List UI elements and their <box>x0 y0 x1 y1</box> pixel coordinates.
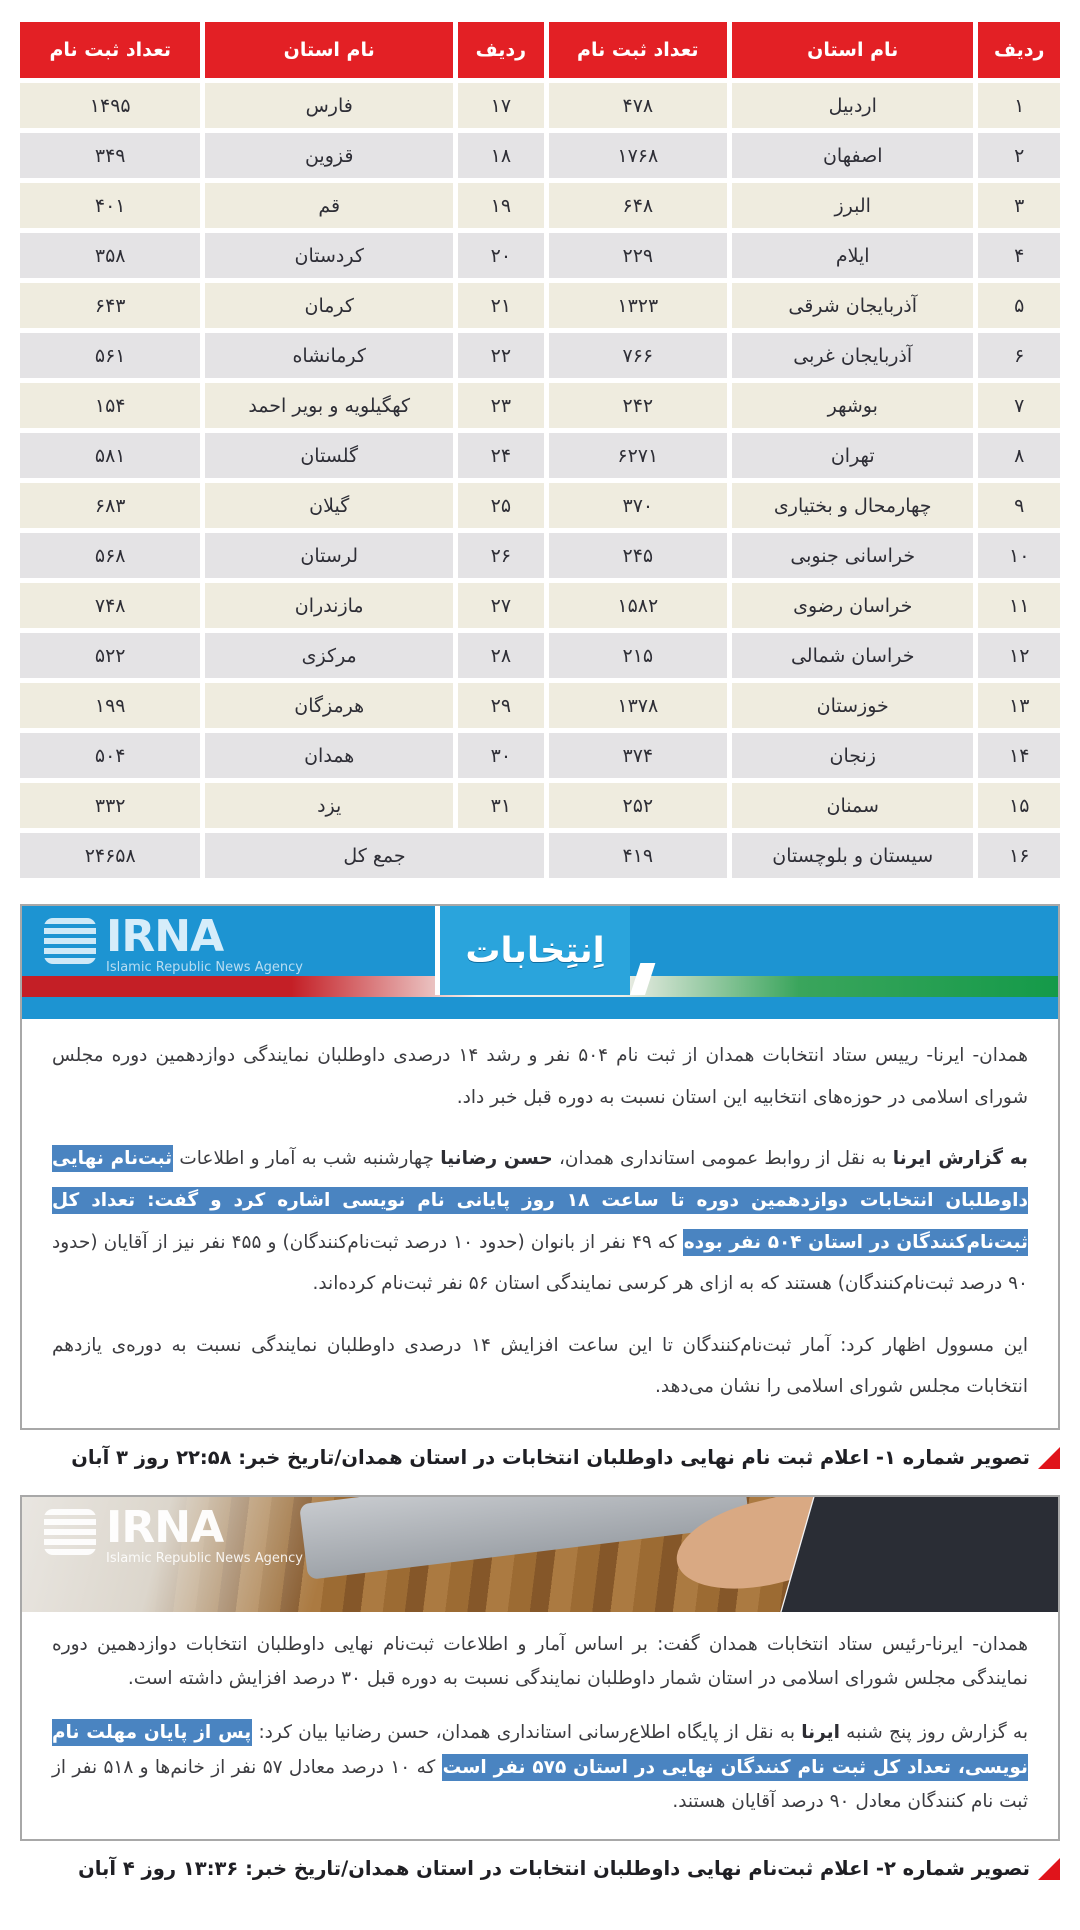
irna-subtitle: Islamic Republic News Agency <box>106 960 303 976</box>
table-cell-rank-left: ۱۹ <box>458 183 544 228</box>
bold-person-name: حسن رضانیا <box>440 1148 553 1170</box>
highlighted-text-2: پس از پایان مهلت نام نویسی، تعداد کل ثبت نام کنندگان نهایی در استان ۵۷۵ نفر است <box>52 1719 1028 1780</box>
table-cell-rank-right: ۱۱ <box>978 583 1060 628</box>
table-cell-province-left: قزوین <box>205 133 453 178</box>
bold-irna-report: به گزارش ایرنا <box>892 1148 1028 1170</box>
table-cell-rank-left: ۱۷ <box>458 83 544 128</box>
ballot-box-graphic <box>435 906 630 995</box>
irna-wordmark: IRNA <box>106 911 224 962</box>
table-cell-rank-left: ۲۳ <box>458 383 544 428</box>
table-cell-total-label: جمع کل <box>205 833 543 878</box>
table-cell-province-right: خراسان شمالی <box>732 633 974 678</box>
article-1-text <box>22 1019 1058 1428</box>
table-cell-count-left: ۵۰۴ <box>20 733 200 778</box>
bold-irna: ایرنا <box>801 1722 840 1744</box>
table-cell-rank-right: ۱۴ <box>978 733 1060 778</box>
table-cell-count-left: ۳۵۸ <box>20 233 200 278</box>
table-cell-rank-left: ۲۲ <box>458 333 544 378</box>
table-cell-province-right: سیستان و بلوچستان <box>732 833 974 878</box>
article-1-paragraph-2: به گزارش ایرنا به نقل از روابط عمومی استانداری همدان، حسن رضانیا چهارشنبه شب به آمار و اطلاعات ثبت‌نام نهایی داوطلبان انتخابات دوازدهمین دوره تا ساعت ۱۸ روز پایانی نام نویسی اشاره کرد و گفت: تعداد کل ثبت‌نام‌کنندگان در استان ۵۰۴ نفر بوده که ۴۹ نفر از بانوان (حدود ۱۰ درصد ثبت‌نام‌کنندگان) و ۴۵۵ نفر نیز از آقایان (حدود ۹۰ درصد ثبت‌نام‌کنندگان) هستند که به ازای هر کرسی نمایندگی استان ۵۶ نفر ثبت‌نام کرده‌اند. <box>52 1138 1028 1305</box>
province-table-grid <box>20 22 1060 878</box>
table-cell-rank-right: ۸ <box>978 433 1060 478</box>
red-flag-icon <box>1038 1447 1060 1469</box>
table-header-count-left: تعداد ثبت نام <box>20 22 200 78</box>
table-cell-province-left: کردستان <box>205 233 453 278</box>
caption-2-text: تصویر شماره ۲- اعلام ثبت‌نام نهایی داوطلبان انتخابات در استان همدان/تاریخ خبر: ۱۳:۳۶ روز ۴ آبان <box>78 1857 1030 1881</box>
table-cell-rank-right: ۱۰ <box>978 533 1060 578</box>
article-2-paragraph-1: همدان- ایرنا-رئیس ستاد انتخابات همدان گفت: بر اساس آمار و اطلاعات ثبت‌نام نهایی داوطلبان انتخابات دوازدهمین دوره نمایندگی مجلس شورای اسلامی در استان شمار داوطلبان نمایندگی نسبت به دوره قبل ۳۰ درصد افزایش داشته است. <box>52 1634 1028 1690</box>
table-cell-province-left: قم <box>205 183 453 228</box>
province-table <box>20 22 1060 878</box>
irna-logo <box>44 911 303 976</box>
table-cell-count-right: ۳۷۰ <box>549 483 727 528</box>
table-cell-rank-right: ۷ <box>978 383 1060 428</box>
table-cell-count-left: ۳۳۲ <box>20 783 200 828</box>
table-cell-rank-left: ۲۹ <box>458 683 544 728</box>
table-cell-count-left: ۶۴۳ <box>20 283 200 328</box>
table-cell-rank-right: ۱۲ <box>978 633 1060 678</box>
table-cell-count-right: ۲۲۹ <box>549 233 727 278</box>
table-cell-rank-right: ۱ <box>978 83 1060 128</box>
caption-2 <box>20 1857 1060 1880</box>
irna-wordmark: IRNA <box>106 1502 224 1553</box>
table-cell-province-right: خراسانی جنوبی <box>732 533 974 578</box>
table-cell-count-right: ۱۵۸۲ <box>549 583 727 628</box>
table-cell-count-left: ۵۶۸ <box>20 533 200 578</box>
table-cell-rank-right: ۱۳ <box>978 683 1060 728</box>
table-cell-count-right: ۷۶۶ <box>549 333 727 378</box>
table-cell-count-left: ۲۴۶۵۸ <box>20 833 200 878</box>
table-cell-rank-right: ۴ <box>978 233 1060 278</box>
table-cell-count-right: ۶۲۷۱ <box>549 433 727 478</box>
table-cell-count-left: ۱۴۹۵ <box>20 83 200 128</box>
table-cell-province-left: کرمانشاه <box>205 333 453 378</box>
table-cell-count-left: ۱۹۹ <box>20 683 200 728</box>
table-cell-count-right: ۳۷۴ <box>549 733 727 778</box>
table-cell-province-left: فارس <box>205 83 453 128</box>
table-cell-count-left: ۵۲۲ <box>20 633 200 678</box>
table-cell-province-right: آذربایجان غربی <box>732 333 974 378</box>
table-cell-rank-left: ۲۴ <box>458 433 544 478</box>
table-cell-count-right: ۲۴۲ <box>549 383 727 428</box>
table-cell-count-left: ۳۴۹ <box>20 133 200 178</box>
irna-globe-icon <box>44 918 96 964</box>
table-cell-province-right: اصفهان <box>732 133 974 178</box>
table-cell-count-right: ۶۴۸ <box>549 183 727 228</box>
table-cell-rank-left: ۲۰ <box>458 233 544 278</box>
article-2-paragraph-2: به گزارش روز پنج شنبه ایرنا به نقل از پایگاه اطلاع‌رسانی استانداری همدان، حسن رضانیا بیان کرد: پس از پایان مهلت نام نویسی، تعداد کل ثبت نام کنندگان نهایی در استان ۵۷۵ نفر است که ۱۰ درصد معادل ۵۷ نفر از خانم‌ها و ۵۱۸ نفر از ثبت نام کنندگان معادل ۹۰ درصد آقایان هستند. <box>52 1716 1028 1819</box>
table-cell-count-right: ۴۷۸ <box>549 83 727 128</box>
article-2-text <box>22 1612 1058 1839</box>
table-cell-count-right: ۲۵۲ <box>549 783 727 828</box>
suit-graphic <box>775 1497 1058 1612</box>
highlighted-text-1: ثبت‌نام نهایی داوطلبان انتخابات دوازدهمین دوره تا ساعت ۱۸ روز پایانی نام نویسی اشاره کرد و گفت: تعداد کل ثبت‌نام‌کنندگان در استان ۵۰۴ نفر بوده <box>52 1145 1028 1255</box>
table-header-rank-right: ردیف <box>978 22 1060 78</box>
red-flag-icon <box>1038 1858 1060 1880</box>
table-cell-province-right: آذربایجان شرقی <box>732 283 974 328</box>
table-cell-count-left: ۱۵۴ <box>20 383 200 428</box>
table-cell-count-right: ۴۱۹ <box>549 833 727 878</box>
irna-globe-icon <box>44 1509 96 1555</box>
table-cell-rank-left: ۲۵ <box>458 483 544 528</box>
article-1-paragraph-3: این مسوول اظهار کرد: آمار ثبت‌نام‌کنندگان تا این ساعت افزایش ۱۴ درصدی داوطلبان نمایندگی نسبت به دوره‌ی یازدهم انتخابات مجلس شورای اسلامی را نشان می‌دهد. <box>52 1334 1028 1398</box>
table-header-province-left: نام استان <box>205 22 453 78</box>
article-2-box <box>20 1495 1060 1841</box>
table-cell-rank-left: ۲۶ <box>458 533 544 578</box>
article-1-paragraph-1: همدان- ایرنا- رییس ستاد انتخابات همدان از ثبت نام ۵۰۴ نفر و رشد ۱۴ درصدی داوطلبان نمایندگی دوازدهمین دوره مجلس شورای اسلامی در حوزه‌های انتخابیه این استان نسبت به دوره قبل خبر داد. <box>52 1045 1029 1108</box>
table-cell-rank-right: ۵ <box>978 283 1060 328</box>
table-cell-rank-right: ۶ <box>978 333 1060 378</box>
table-cell-province-left: لرستان <box>205 533 453 578</box>
table-cell-rank-left: ۲۱ <box>458 283 544 328</box>
table-cell-province-right: بوشهر <box>732 383 974 428</box>
irna-subtitle: Islamic Republic News Agency <box>106 1551 303 1567</box>
table-cell-rank-left: ۳۰ <box>458 733 544 778</box>
table-cell-count-right: ۲۴۵ <box>549 533 727 578</box>
table-cell-province-right: سمنان <box>732 783 974 828</box>
table-header-count-right: تعداد ثبت نام <box>549 22 727 78</box>
table-cell-count-right: ۱۳۲۳ <box>549 283 727 328</box>
table-cell-count-right: ۱۳۷۸ <box>549 683 727 728</box>
table-cell-province-left: کهگیلویه و بویر احمد <box>205 383 453 428</box>
table-cell-rank-left: ۲۸ <box>458 633 544 678</box>
table-cell-province-right: اردبیل <box>732 83 974 128</box>
table-cell-count-left: ۷۴۸ <box>20 583 200 628</box>
table-cell-count-left: ۶۸۳ <box>20 483 200 528</box>
table-cell-rank-left: ۳۱ <box>458 783 544 828</box>
table-cell-count-right: ۱۷۶۸ <box>549 133 727 178</box>
table-cell-province-left: یزد <box>205 783 453 828</box>
table-header-province-right: نام استان <box>732 22 974 78</box>
table-cell-province-left: هرمزگان <box>205 683 453 728</box>
table-cell-province-left: همدان <box>205 733 453 778</box>
table-cell-province-left: مازندران <box>205 583 453 628</box>
table-cell-province-left: گلستان <box>205 433 453 478</box>
table-cell-province-right: ایلام <box>732 233 974 278</box>
table-cell-province-right: البرز <box>732 183 974 228</box>
table-cell-rank-right: ۱۶ <box>978 833 1060 878</box>
table-cell-province-right: خراسان رضوی <box>732 583 974 628</box>
table-cell-province-right: زنجان <box>732 733 974 778</box>
table-cell-province-left: مرکزی <box>205 633 453 678</box>
table-cell-count-left: ۵۶۱ <box>20 333 200 378</box>
table-cell-province-right: تهران <box>732 433 974 478</box>
table-cell-rank-left: ۱۸ <box>458 133 544 178</box>
news-photo-banner <box>22 1497 1058 1612</box>
table-cell-province-left: گیلان <box>205 483 453 528</box>
page <box>0 22 1080 1930</box>
caption-1 <box>20 1446 1060 1469</box>
table-cell-count-left: ۵۸۱ <box>20 433 200 478</box>
table-cell-rank-right: ۹ <box>978 483 1060 528</box>
table-cell-province-left: کرمان <box>205 283 453 328</box>
table-cell-rank-left: ۲۷ <box>458 583 544 628</box>
table-cell-rank-right: ۲ <box>978 133 1060 178</box>
table-cell-rank-right: ۳ <box>978 183 1060 228</box>
article-1-box <box>20 904 1060 1430</box>
table-header-rank-left: ردیف <box>458 22 544 78</box>
table-cell-province-right: خوزستان <box>732 683 974 728</box>
irna-elections-banner <box>22 906 1058 1019</box>
elections-calligraphy: اِنتِخابات <box>465 930 605 971</box>
table-cell-count-right: ۲۱۵ <box>549 633 727 678</box>
table-cell-count-left: ۴۰۱ <box>20 183 200 228</box>
table-cell-rank-right: ۱۵ <box>978 783 1060 828</box>
irna-watermark-logo <box>44 1502 303 1567</box>
caption-1-text: تصویر شماره ۱- اعلام ثبت نام نهایی داوطلبان انتخابات در استان همدان/تاریخ خبر: ۲۲:۵۸ روز ۳ آبان <box>71 1446 1030 1469</box>
table-cell-province-right: چهارمحال و بختیاری <box>732 483 974 528</box>
